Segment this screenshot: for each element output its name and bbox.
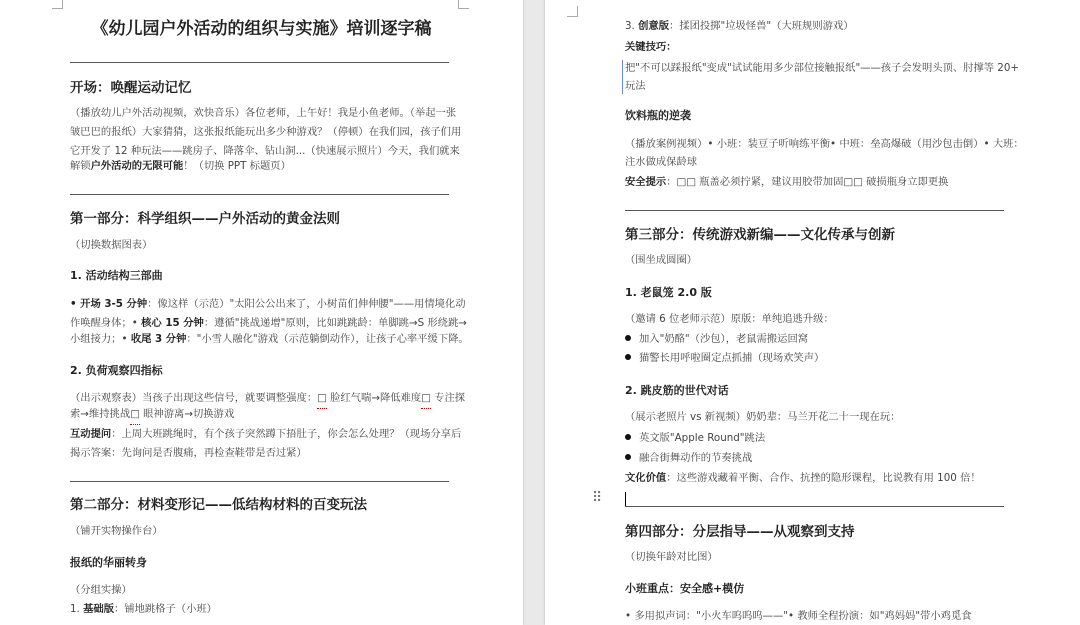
bold-text: 文化价值 <box>625 472 667 484</box>
section-divider <box>625 210 1004 211</box>
opening-heading: 开场：唤醒运动记忆 <box>70 80 192 96</box>
paragraph-line <box>625 173 948 192</box>
bold-text: 互动提问 <box>70 428 112 440</box>
text-cursor-bar <box>622 60 623 94</box>
paragraph-line <box>70 425 461 444</box>
text-span: ：像这样（示范）"太阳公公出来了，小树苗们伸伸腰"——用情境化动 <box>147 298 466 310</box>
page-corner-mark <box>52 0 63 9</box>
section-divider <box>70 481 449 482</box>
drag-handle-icon[interactable]: ⠿ <box>592 490 601 506</box>
subheading: 饮料瓶的逆袭 <box>625 109 691 122</box>
text-span: 英文版"Apple Round"跳法 <box>639 432 766 444</box>
bullet-item <box>625 330 808 349</box>
bullet-item <box>625 349 824 368</box>
paragraph-line: 玩法 <box>625 80 646 92</box>
text-span: ：遵循"挑战递增"原则，比如跳跳龄：单脚跳→S 形绕跳→ <box>203 317 467 329</box>
paragraph-line <box>70 295 466 314</box>
subheading: 1. 活动结构三部曲 <box>70 269 163 282</box>
paragraph-line: 把"不可以踩报纸"变成"试试能用多少部位接触报纸"——孩子会发明头顶、肘撑等 20+ <box>625 62 1020 74</box>
bold-text: 收尾 3 分钟 <box>130 333 187 345</box>
paragraph-line: 注水做成保龄球 <box>625 156 698 168</box>
document-page-2[interactable] <box>545 0 1080 625</box>
text-span: 眼神游离→切换游戏 <box>139 408 235 420</box>
list-number: 3. <box>625 20 639 32</box>
text-span: 专注探 <box>430 392 466 404</box>
part1-heading: 第一部分：科学组织——户外活动的黄金法则 <box>70 211 340 227</box>
bold-text: • 开场 3-5 分钟 <box>70 298 148 310</box>
bullet-item <box>625 449 752 468</box>
text-span: ："小雪人融化"游戏（示范躺倒动作），让孩子心率平缓下降。 <box>186 333 469 345</box>
bullet-item <box>625 429 765 448</box>
text-span: ：这些游戏藏着平衡、合作、抗挫的隐形课程，比说教有用 100 倍！ <box>666 472 981 484</box>
paragraph-line: 皱巴巴的报纸）大家猜猜，这张报纸能玩出多少种游戏？（停顿）在我们园，孩子们用 <box>70 126 462 138</box>
paragraph-line <box>70 157 291 176</box>
part3-heading: 第三部分：传统游戏新编——文化传承与创新 <box>625 227 895 243</box>
document-title: 《幼儿园户外活动的组织与实施》培训逐字稿 <box>91 19 432 39</box>
section-divider <box>70 194 449 195</box>
paragraph-line: 揭示答案：先询问是否腹痛，再检查鞋带是否过紧） <box>70 447 307 459</box>
key-tips-label: 关键技巧： <box>625 41 677 53</box>
bullet-icon <box>625 454 631 460</box>
section-divider <box>625 506 1004 507</box>
paragraph-line: （播放案例视频）• 小班：装豆子听响练平衡• 中班：垒高爆破（用沙包击倒）• 大班： <box>625 138 1024 150</box>
bold-text: 安全提示 <box>625 176 667 188</box>
text-span: 脸红气喘→降低难度 <box>326 392 422 404</box>
paragraph-line <box>70 405 234 425</box>
paragraph-line: • 多用拟声词："小火车呜呜呜——"• 教师全程扮演：如"鸡妈妈"带小鸡觅食 <box>625 610 972 622</box>
text-caret <box>625 492 626 506</box>
subheading: 2. 跳皮筋的世代对话 <box>625 384 729 397</box>
bold-text: 核心 15 分钟 <box>141 317 204 329</box>
checkbox-glyph: □ <box>317 389 327 409</box>
text-span: 猫警长用呼啦圈定点抓捕（现场欢笑声） <box>639 352 825 364</box>
list-item <box>70 600 217 619</box>
stage-note: （铺开实物操作台） <box>70 525 163 537</box>
stage-note: （切换数据图表） <box>70 239 153 251</box>
bullet-icon <box>625 354 631 360</box>
subheading: 小班重点：安全感+模仿 <box>625 582 745 595</box>
text-span: 融合街舞动作的节奏挑战 <box>639 452 753 464</box>
document-page-1[interactable] <box>0 0 523 625</box>
text-span: ：揉团投掷"垃圾怪兽"（大班规则游戏） <box>669 20 854 32</box>
text-span: ：上周大班跳绳时，有个孩子突然蹲下捂肚子，你会怎么处理？（现场分享后 <box>111 428 462 440</box>
bold-text: 户外活动的无限可能 <box>90 160 184 172</box>
part2-heading: 第二部分：材料变形记——低结构材料的百变玩法 <box>70 497 367 513</box>
text-span: ！（切换 PPT 标题页） <box>183 160 291 172</box>
bullet-icon <box>625 434 631 440</box>
list-number: 1. <box>70 603 84 615</box>
page-corner-mark <box>567 6 578 17</box>
stage-note: （切换年龄对比图） <box>625 551 718 563</box>
stage-note: （分组实操） <box>70 584 132 596</box>
section-divider <box>70 62 449 63</box>
part4-heading: 第四部分：分层指导——从观察到支持 <box>625 524 855 540</box>
subheading: 1. 老鼠笼 2.0 版 <box>625 286 712 299</box>
paragraph-line <box>70 330 469 349</box>
bold-text: 创意版 <box>638 20 669 32</box>
checkbox-glyph: □ <box>130 405 140 425</box>
paragraph-line: 它开发了 12 种玩法——跳房子、降落伞、钻山洞...（快速展示照片）今天，我们就来 <box>70 145 460 157</box>
text-span: 解锁 <box>70 160 91 172</box>
subheading: 2. 负荷观察四指标 <box>70 364 163 377</box>
list-item <box>625 17 854 36</box>
text-span: ：□□ 瓶盖必须拧紧，建议用胶带加固□□ 破损瓶身立即更换 <box>666 176 949 188</box>
text-span: 小组接力；• <box>70 333 131 345</box>
bold-text: 基础版 <box>83 603 114 615</box>
subheading: 报纸的华丽转身 <box>70 556 147 569</box>
text-span: 加入"奶酪"（沙包），老鼠需搬运回窝 <box>639 333 809 345</box>
stage-note: （围坐成圆圈） <box>625 254 698 266</box>
paragraph-line <box>625 469 981 488</box>
page-corner-mark <box>458 0 469 9</box>
checkbox-glyph: □ <box>421 389 431 409</box>
text-span: （出示观察表）当孩子出现这些信号，就要调整强度： <box>70 392 318 404</box>
text-span: ：铺地跳格子（小班） <box>114 603 217 615</box>
paragraph-line: （播放幼儿户外活动视频，欢快音乐）各位老师，上午好！我是小鱼老师。（举起一张 <box>70 107 457 119</box>
text-span: 作唤醒身体；• <box>70 317 142 329</box>
paragraph-line: （展示老照片 vs 新视频）奶奶辈：马兰开花二十一现在玩： <box>625 411 901 423</box>
paragraph-line: （邀请 6 位老师示范）原版：单纯追逃升级： <box>625 313 834 325</box>
text-span: 索→维持挑战 <box>70 408 131 420</box>
bullet-icon <box>625 335 631 341</box>
